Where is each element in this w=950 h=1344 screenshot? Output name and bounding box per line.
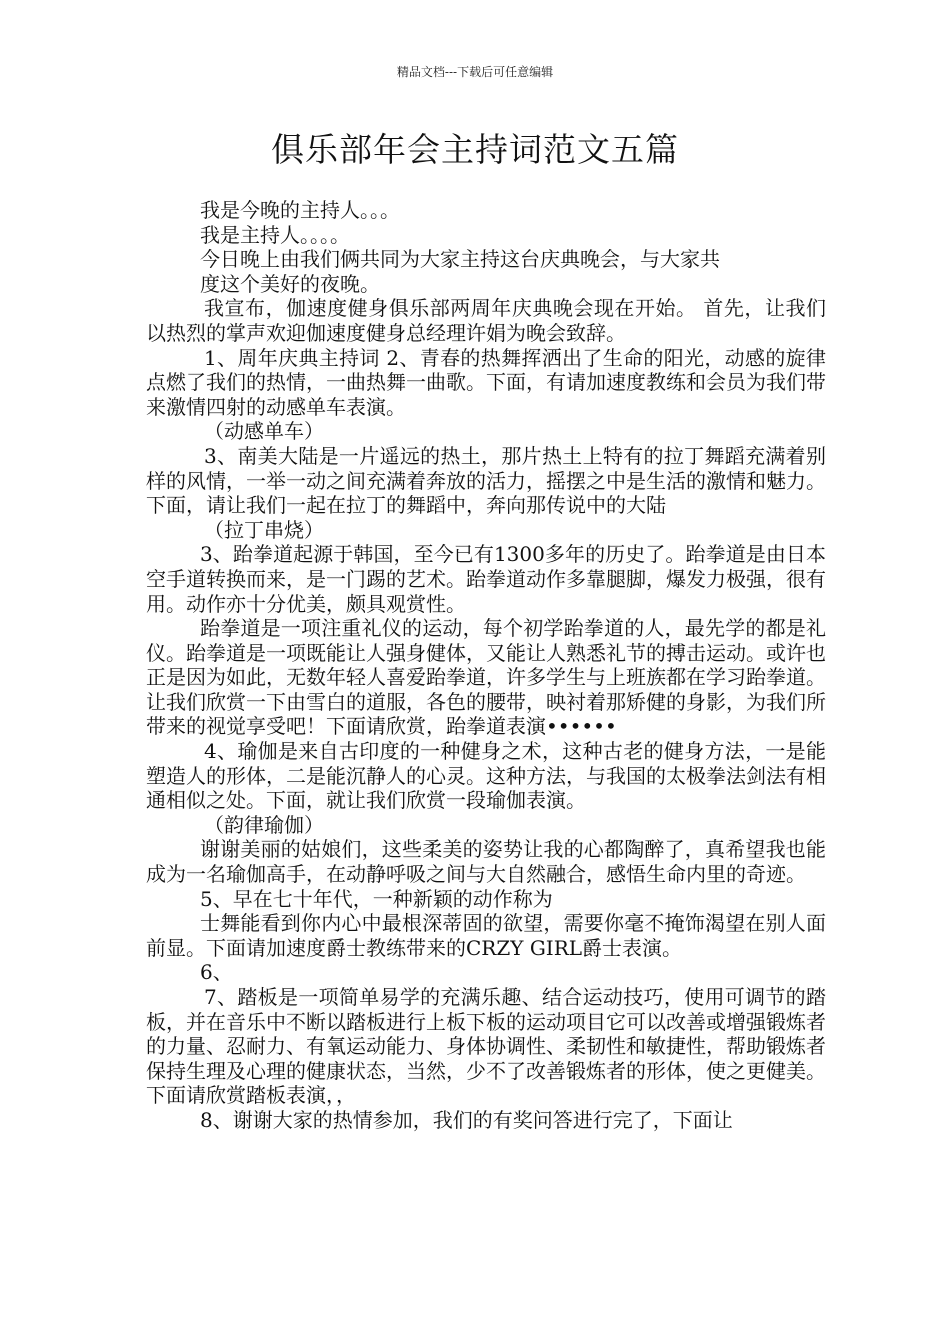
document-body	[146, 198, 826, 1133]
paragraph: 谢谢美丽的姑娘们，这些柔美的姿势让我的心都陶醉了，真希望我也能成为一名瑜伽高手，在动静呼吸之间与大自然融合，感悟生命内里的奇迹。	[146, 837, 826, 887]
paragraph: （韵律瑜伽）	[204, 812, 324, 837]
paragraph: 我是今晚的主持人。。。	[200, 198, 400, 222]
paragraph: 5、早在七十年代，一种新颖的动作称为	[200, 886, 553, 911]
paragraph: （拉丁串烧）	[204, 517, 324, 542]
page-header: 精品文档---下载后可任意编辑	[396, 65, 554, 79]
paragraph: 度这个美好的夜晚。	[200, 271, 380, 296]
paragraph: 1、周年庆典主持词 2、青春的热舞挥洒出了生命的阳光，动感的旋律点燃了我们的热情，一曲热舞一曲歌。下面，有请加速度教练和会员为我们带来激情四射的动感单车表演。	[146, 345, 826, 419]
paragraph: 6、	[200, 960, 233, 985]
paragraph: 3、跆拳道起源于韩国，至今已有1300多年的历史了。跆拳道是由日本空手道转换而来，是一门踢的艺术。跆拳道动作多靠腿脚，爆发力极强，很有用。动作亦十分优美，颇具观赏性。	[146, 542, 826, 616]
paragraph: 我是主持人。。。。	[200, 222, 350, 247]
paragraph: 7、踏板是一项简单易学的充满乐趣、结合运动技巧，使用可调节的踏板，并在音乐中不断以踏板进行上板下板的运动项目它可以改善或增强锻炼者的力量、忍耐力、有氧运动能力、身体协调性、柔韧性和敏捷性，帮助锻炼者保持生理及心理的健康状态，当然，少不了改善锻炼者的形体，使之更健美。下面请欣赏踏板表演，，	[146, 985, 826, 1108]
paragraph: 今日晚上由我们俩共同为大家主持这台庆典晚会，与大家共	[200, 247, 720, 272]
paragraph: 3、南美大陆是一片遥远的热土，那片热土上特有的拉丁舞蹈充满着别样的风情，一举一动之间充满着奔放的活力，摇摆之中是生活的激情和魅力。下面，请让我们一起在拉丁的舞蹈中，奔向那传说中的大陆	[146, 443, 826, 518]
paragraph: 8、谢谢大家的热情参加，我们的有奖问答进行完了，下面让	[200, 1107, 733, 1132]
document-title: 俱乐部年会主持词范文五篇	[271, 130, 679, 169]
paragraph: 我宣布，伽速度健身俱乐部两周年庆典晚会现在开始。 首先，让我们以热烈的掌声欢迎伽速度健身总经理许娟为晚会致辞。	[146, 296, 826, 345]
paragraph: 跆拳道是一项注重礼仪的运动，每个初学跆拳道的人，最先学的都是礼仪。跆拳道是一项既能让人强身健体，又能让人熟悉礼节的搏击运动。或许也正是因为如此，无数年轻人喜爱跆拳道，许多学生与上班族都在学习跆拳道。让我们欣赏一下由雪白的道服，各色的腰带，映衬着那矫健的身影，为我们所带来的视觉享受吧！下面请欣赏，跆拳道表演••••••	[146, 616, 826, 739]
paragraph: 士舞能看到你内心中最根深蒂固的欲望，需要你毫不掩饰渴望在别人面前显。下面请加速度爵士教练带来的CRZY GIRL爵士表演。	[146, 911, 826, 960]
paragraph: 4、瑜伽是来自古印度的一种健身之术，这种古老的健身方法，一是能塑造人的形体，二是能沉静人的心灵。这种方法，与我国的太极拳法剑法有相通相似之处。下面，就让我们欣赏一段瑜伽表演。	[146, 739, 826, 813]
paragraph: （动感单车）	[204, 419, 324, 444]
